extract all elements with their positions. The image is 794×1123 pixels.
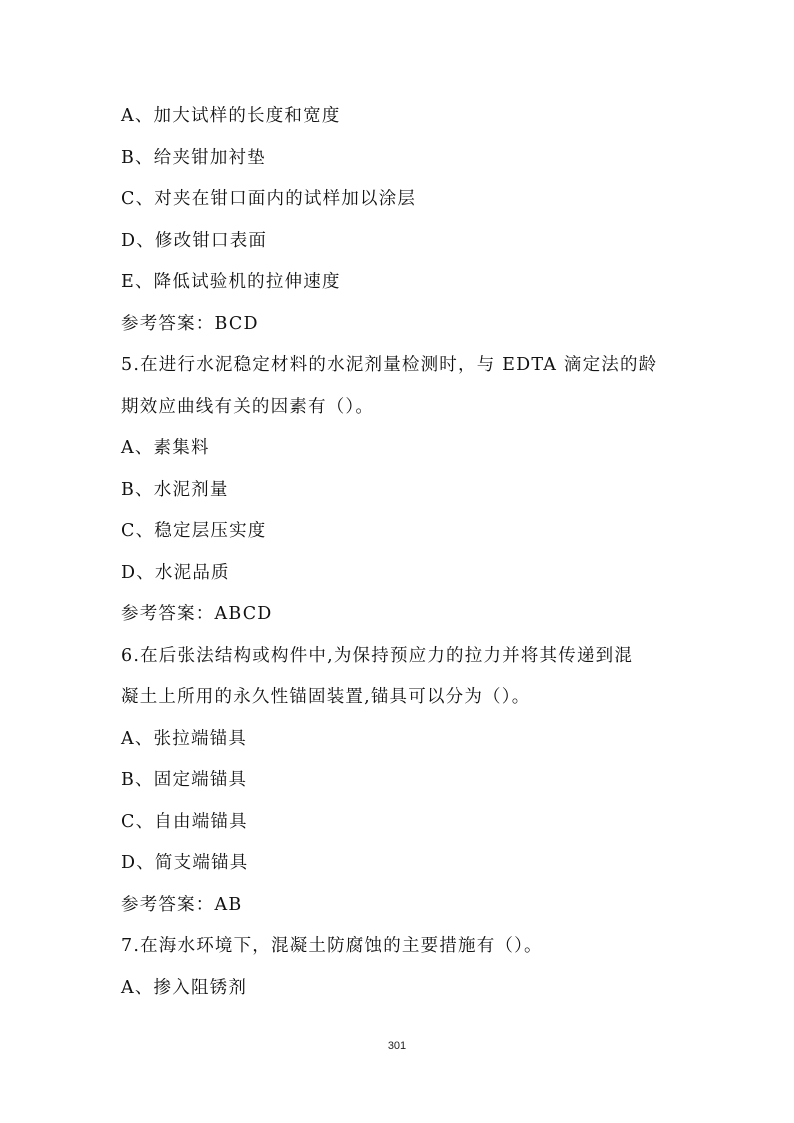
option-line: A、素集料 [121, 438, 210, 458]
option-line: B、固定端锚具 [121, 770, 248, 790]
option-line: C、稳定层压实度 [121, 521, 267, 541]
option-line: D、水泥品质 [121, 562, 230, 583]
question-line: 6.在后张法结构或构件中,为保持预应力的拉力并将其传递到混 [121, 645, 634, 666]
option-line: D、修改钳口表面 [121, 230, 268, 251]
question-line: 期效应曲线有关的因素有（）。 [121, 396, 375, 417]
option-line: B、水泥剂量 [121, 479, 229, 500]
answer-line: 参考答案：BCD [121, 313, 259, 334]
option-line: E、降低试验机的拉伸速度 [121, 272, 341, 292]
page-number: 301 [387, 1040, 407, 1052]
option-line: A、加大试样的长度和宽度 [121, 106, 341, 126]
question-line: 7.在海水环境下，混凝土防腐蚀的主要措施有（）。 [121, 936, 543, 956]
page-content [121, 96, 691, 1009]
option-line: A、张拉端锚具 [121, 728, 248, 749]
option-line: C、对夹在钳口面内的试样加以涂层 [121, 189, 417, 209]
option-line: D、简支端锚具 [121, 853, 249, 873]
question-line: 5.在进行水泥稳定材料的水泥剂量检测时，与 EDTA 滴定法的龄 [121, 355, 658, 375]
answer-line: 参考答案：AB [121, 894, 243, 915]
option-line: B、给夹钳加衬垫 [121, 147, 266, 168]
question-line: 凝土上所用的永久性锚固装置,锚具可以分为（）。 [121, 687, 531, 707]
answer-line: 参考答案：ABCD [121, 604, 273, 624]
option-line: C、自由端锚具 [121, 811, 248, 832]
option-line: A、掺入阻锈剂 [121, 977, 248, 998]
